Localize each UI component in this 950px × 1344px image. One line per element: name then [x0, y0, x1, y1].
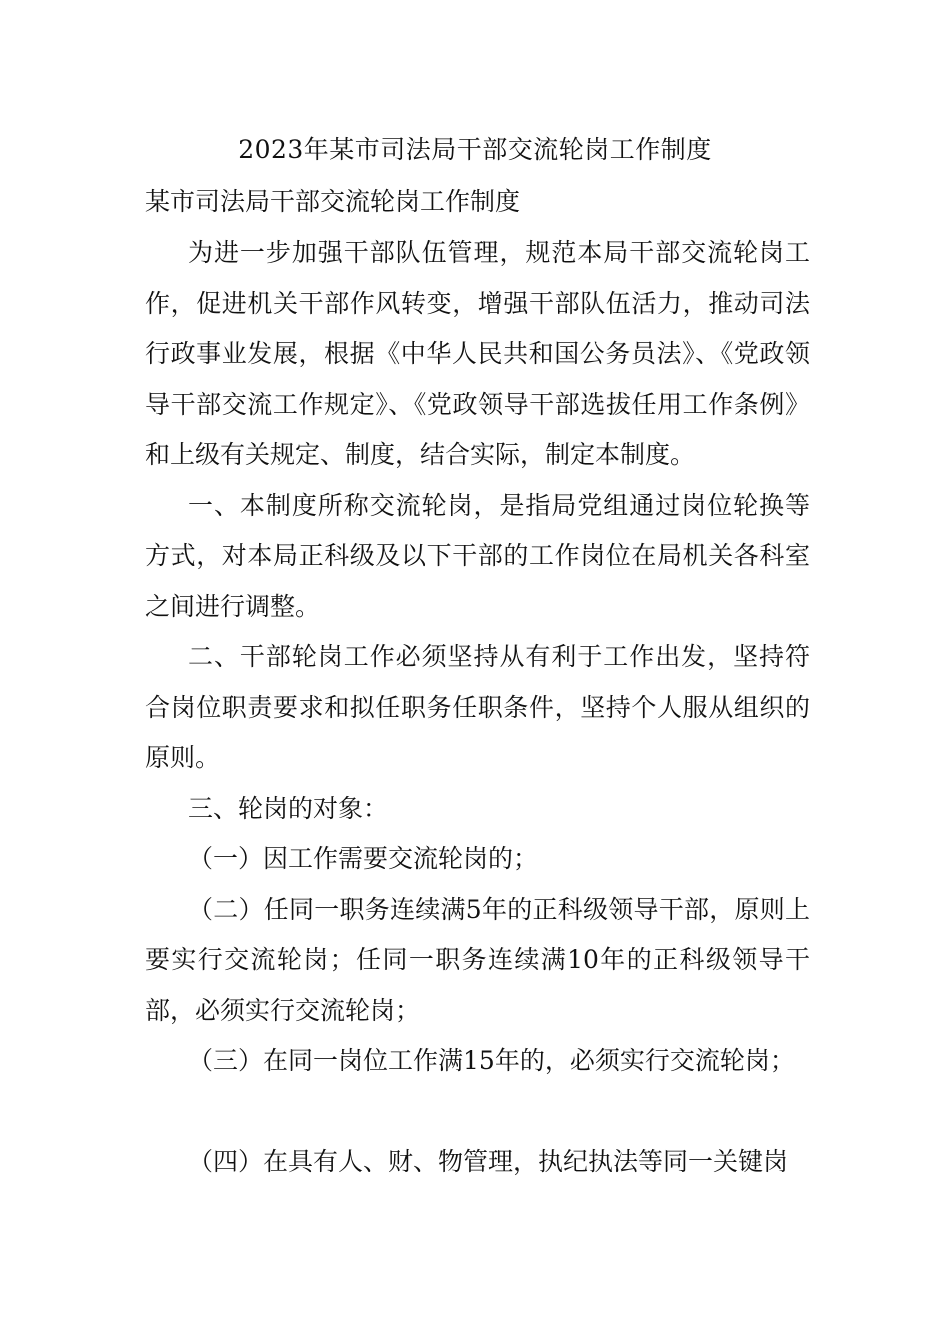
list-item-1: （一）因工作需要交流轮岗的； [188, 844, 539, 873]
list-item-4: （四）在具有人、财、物管理，执纪执法等同一关键岗 [188, 1146, 789, 1176]
list-item-2: （二）任同一职务连续满5年的正科级领导干部，原则上要实行交流轮岗；任同一职务连续满10年的正科级领导干部，必须实行交流轮岗； [145, 894, 810, 1025]
list-item-3: （三）在同一岗位工作满15年的，必须实行交流轮岗； [188, 1046, 795, 1075]
paragraph-article-2: 二、干部轮岗工作必须坚持从有利于工作出发，坚持符合岗位职责要求和拟任职务任职条件，坚持个人服从组织的原则。 [145, 642, 810, 772]
document-title: 2023年某市司法局干部交流轮岗工作制度 [238, 135, 712, 164]
document-subtitle: 某市司法局干部交流轮岗工作制度 [145, 187, 521, 216]
paragraph-article-3: 三、轮岗的对象： [188, 793, 389, 823]
document-body [145, 228, 810, 1187]
blank-line [145, 1087, 810, 1137]
paragraph-intro: 为进一步加强干部队伍管理，规范本局干部交流轮岗工作，促进机关干部作风转变，增强干部队伍活力，推动司法行政事业发展，根据《中华人民共和国公务员法》、《党政领导干部交流工作规定》、《党政领导干部选拔任用工作条例》和上级有关规定、制度，结合实际，制定本制度。 [145, 238, 810, 469]
paragraph-article-1: 一、本制度所称交流轮岗，是指局党组通过岗位轮换等方式，对本局正科级及以下干部的工作岗位在局机关各科室之间进行调整。 [145, 490, 810, 621]
